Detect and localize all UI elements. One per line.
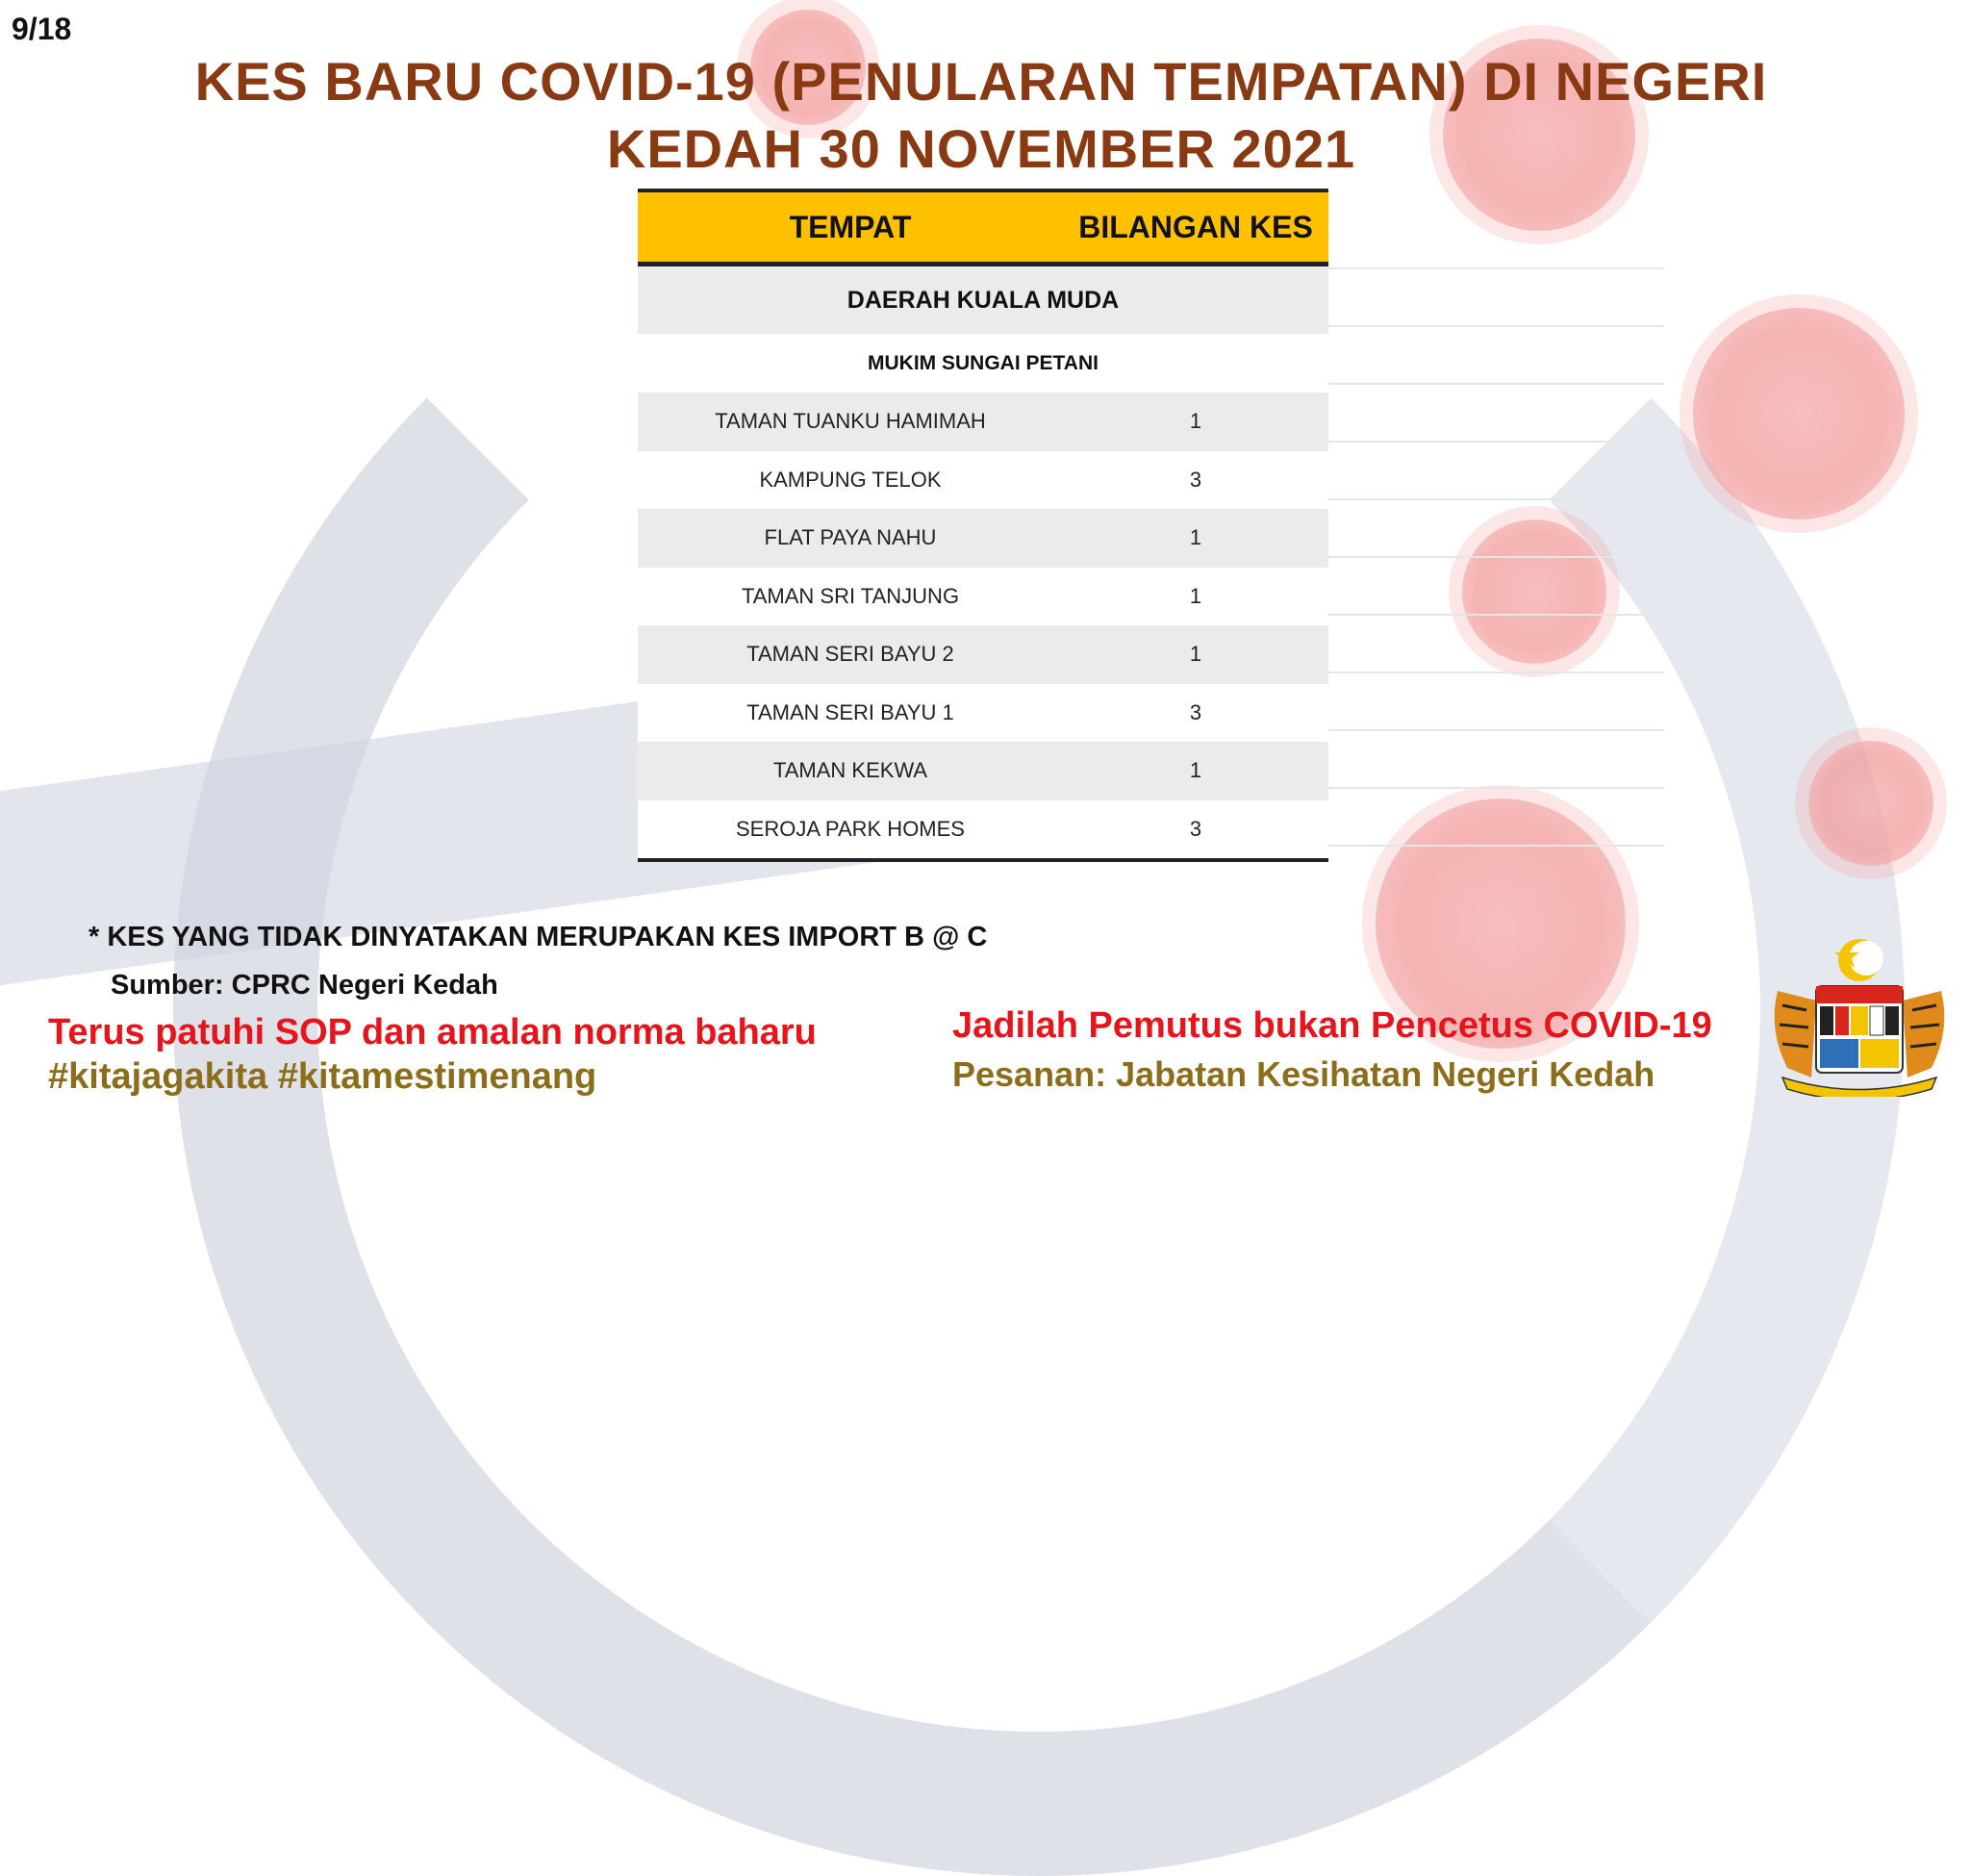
hashtags: #kitajagakita #kitamestimenang <box>48 1056 597 1097</box>
table-row <box>638 800 1328 859</box>
place-cell: TAMAN TUANKU HAMIMAH <box>715 409 986 434</box>
footnote: * KES YANG TIDAK DINYATAKAN MERUPAKAN KES IMPORT B @ C <box>88 922 988 952</box>
header-count: BILANGAN KES <box>1078 209 1313 244</box>
count-cell: 1 <box>1189 409 1202 434</box>
count-cell: 3 <box>1189 816 1202 841</box>
table-row <box>638 684 1328 743</box>
header-place: TEMPAT <box>789 209 912 244</box>
table-row <box>638 451 1328 510</box>
cases-table <box>638 189 1328 862</box>
slogan: Jadilah Pemutus bukan Pencetus COVID-19 <box>952 1005 1712 1046</box>
count-cell: 1 <box>1189 758 1202 783</box>
page-title <box>173 48 1789 183</box>
table-row <box>638 568 1328 626</box>
count-cell: 3 <box>1189 699 1202 724</box>
count-cell: 1 <box>1189 642 1202 667</box>
place-cell: FLAT PAYA NAHU <box>764 525 937 550</box>
mukim-row: MUKIM SUNGAI PETANI <box>638 334 1328 393</box>
place-cell: TAMAN SERI BAYU 2 <box>746 642 954 667</box>
message-from: Pesanan: Jabatan Kesihatan Negeri Kedah <box>952 1054 1655 1094</box>
table-row <box>638 509 1328 568</box>
table-row <box>638 625 1328 684</box>
title-line-2: KEDAH 30 NOVEMBER 2021 <box>606 118 1356 179</box>
count-cell: 1 <box>1189 525 1202 550</box>
background-lines <box>1327 212 1664 847</box>
place-cell: KAMPUNG TELOK <box>759 467 942 492</box>
malaysia-coat-of-arms-icon <box>1758 933 1960 1097</box>
virus-decoration-icon <box>1693 308 1905 520</box>
virus-decoration-icon <box>1808 741 1933 866</box>
table-row <box>638 742 1328 800</box>
table-row <box>638 393 1328 451</box>
page-counter: 9/18 <box>12 12 72 46</box>
source-text: Sumber: CPRC Negeri Kedah <box>111 970 498 1001</box>
place-cell: TAMAN KEKWA <box>772 758 928 783</box>
place-cell: TAMAN SERI BAYU 1 <box>746 699 954 724</box>
district-row: DAERAH KUALA MUDA <box>638 266 1328 334</box>
sop-message: Terus patuhi SOP dan amalan norma baharu <box>48 1012 817 1052</box>
table-body <box>638 393 1328 862</box>
table-header <box>638 189 1328 266</box>
place-cell: SEROJA PARK HOMES <box>736 816 965 841</box>
place-cell: TAMAN SRI TANJUNG <box>741 583 960 608</box>
title-line-1: KES BARU COVID-19 (PENULARAN TEMPATAN) DI NEGERI <box>194 51 1768 112</box>
count-cell: 3 <box>1189 467 1202 492</box>
count-cell: 1 <box>1189 583 1202 608</box>
